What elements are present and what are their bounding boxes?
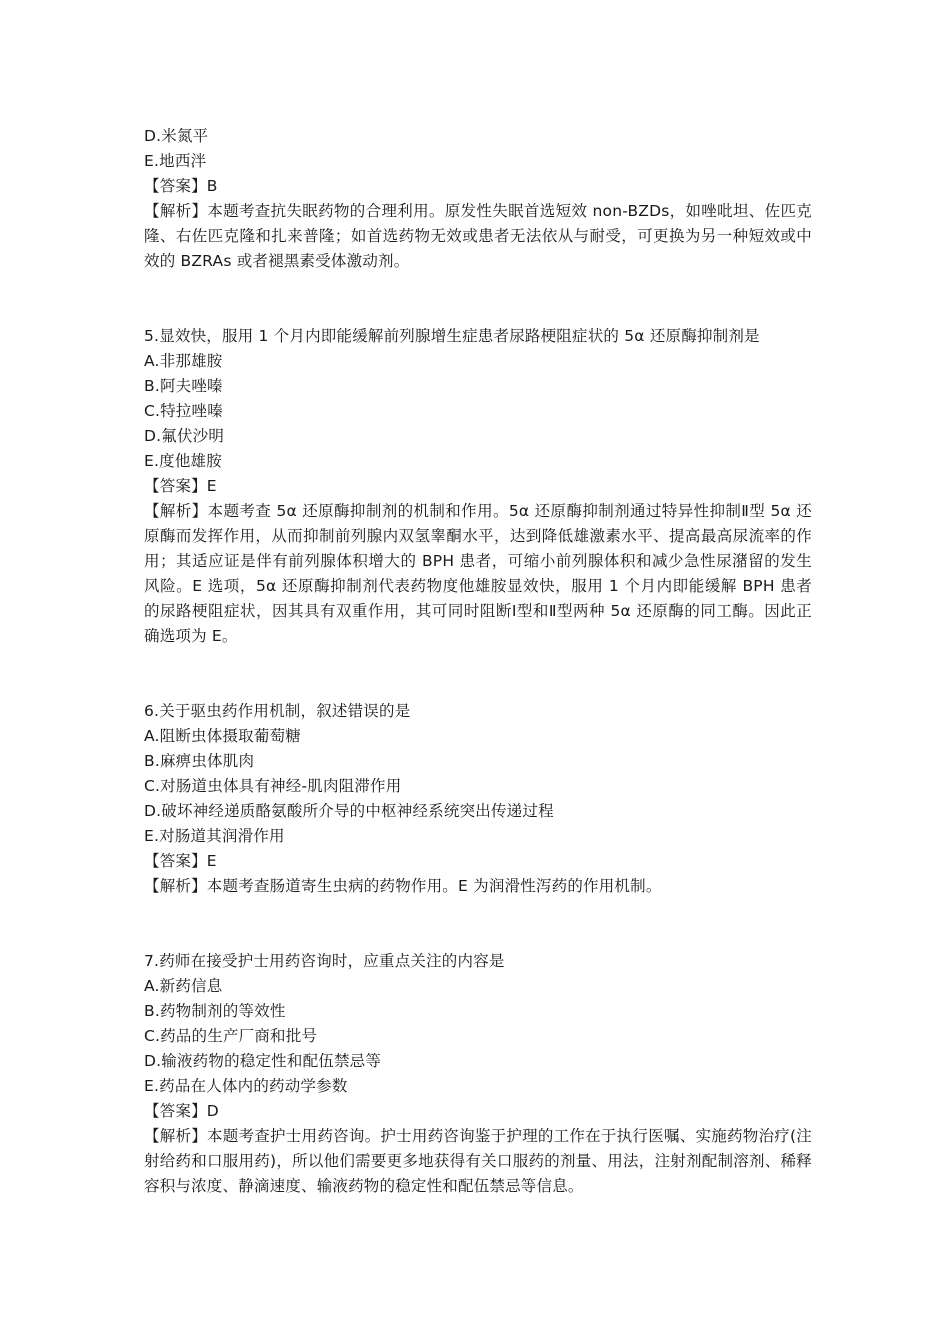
option-c: C.药品的生产厂商和批号 bbox=[144, 1027, 318, 1045]
answer-line: 【答案】E bbox=[144, 477, 217, 495]
option-d: D.氟伏沙明 bbox=[144, 427, 225, 445]
answer-line: 【答案】B bbox=[144, 177, 218, 195]
option-b: B.麻痹虫体肌肉 bbox=[144, 752, 255, 770]
answer-line: 【答案】E bbox=[144, 852, 217, 870]
option-a: A.新药信息 bbox=[144, 977, 223, 995]
option-b: B.药物制剂的等效性 bbox=[144, 1002, 286, 1020]
analysis-paragraph: 【解析】本题考查护士用药咨询。护士用药咨询鉴于护理的工作在于执行医嘱、实施药物治疗(注射给药和口服用药)，所以他们需要更多地获得有关口服药的剂量、用法，注射剂配制溶剂、稀释容积与浓度、静滴速度、输液药物的稳定性和配伍禁忌等信息。 bbox=[144, 1127, 812, 1195]
option-c: C.对肠道虫体具有神经-肌肉阻滞作用 bbox=[144, 777, 402, 795]
option-e: E.对肠道其润滑作用 bbox=[144, 827, 285, 845]
option-e: E.度他雄胺 bbox=[144, 452, 222, 470]
option-e: E.药品在人体内的药动学参数 bbox=[144, 1077, 348, 1095]
question-7-block bbox=[144, 949, 812, 1199]
option-a: A.非那雄胺 bbox=[144, 352, 223, 370]
answer-line: 【答案】D bbox=[144, 1102, 219, 1120]
option-d: D.米氮平 bbox=[144, 127, 209, 145]
question-stem: 6.关于驱虫药作用机制，叙述错误的是 bbox=[144, 702, 411, 720]
analysis-paragraph: 【解析】本题考查抗失眠药物的合理利用。原发性失眠首选短效 non-BZDs，如唑吡坦、佐匹克隆、右佐匹克隆和扎来普隆；如首选药物无效或患者无法依从与耐受，可更换为另一种短效或中效的 BZRAs 或者褪黑素受体激动剂。 bbox=[144, 202, 812, 270]
spacer bbox=[144, 899, 812, 949]
option-c: C.特拉唑嗪 bbox=[144, 402, 223, 420]
page-content bbox=[144, 124, 812, 1199]
question-5-block bbox=[144, 324, 812, 649]
analysis-paragraph: 【解析】本题考查 5α 还原酶抑制剂的机制和作用。5α 还原酶抑制剂通过特异性抑制Ⅱ型 5α 还原酶而发挥作用，从而抑制前列腺内双氢睾酮水平，达到降低雄激素水平、提高最高尿流率的作用；其适应证是伴有前列腺体积增大的 BPH 患者，可缩小前列腺体积和减少急性尿潴留的发生风险。E 选项，5α 还原酶抑制剂代表药物度他雄胺显效快，服用 1 个月内即能缓解 BPH 患者的尿路梗阻症状，因其具有双重作用，其可同时阻断Ⅰ型和Ⅱ型两种 5α 还原酶的同工酶。因此正确选项为 E。 bbox=[144, 502, 812, 645]
option-b: B.阿夫唑嗪 bbox=[144, 377, 223, 395]
question-stem: 7.药师在接受护士用药咨询时，应重点关注的内容是 bbox=[144, 952, 505, 970]
question-6-block bbox=[144, 699, 812, 899]
question-stem: 5.显效快，服用 1 个月内即能缓解前列腺增生症患者尿路梗阻症状的 5α 还原酶抑制剂是 bbox=[144, 327, 760, 345]
spacer bbox=[144, 649, 812, 699]
option-d: D.输液药物的稳定性和配伍禁忌等 bbox=[144, 1052, 382, 1070]
question-4-block bbox=[144, 124, 812, 274]
analysis-paragraph: 【解析】本题考查肠道寄生虫病的药物作用。E 为润滑性泻药的作用机制。 bbox=[144, 877, 662, 895]
option-a: A.阻断虫体摄取葡萄糖 bbox=[144, 727, 301, 745]
option-d: D.破坏神经递质酪氨酸所介导的中枢神经系统突出传递过程 bbox=[144, 802, 554, 820]
option-e: E.地西泮 bbox=[144, 152, 207, 170]
spacer bbox=[144, 274, 812, 324]
